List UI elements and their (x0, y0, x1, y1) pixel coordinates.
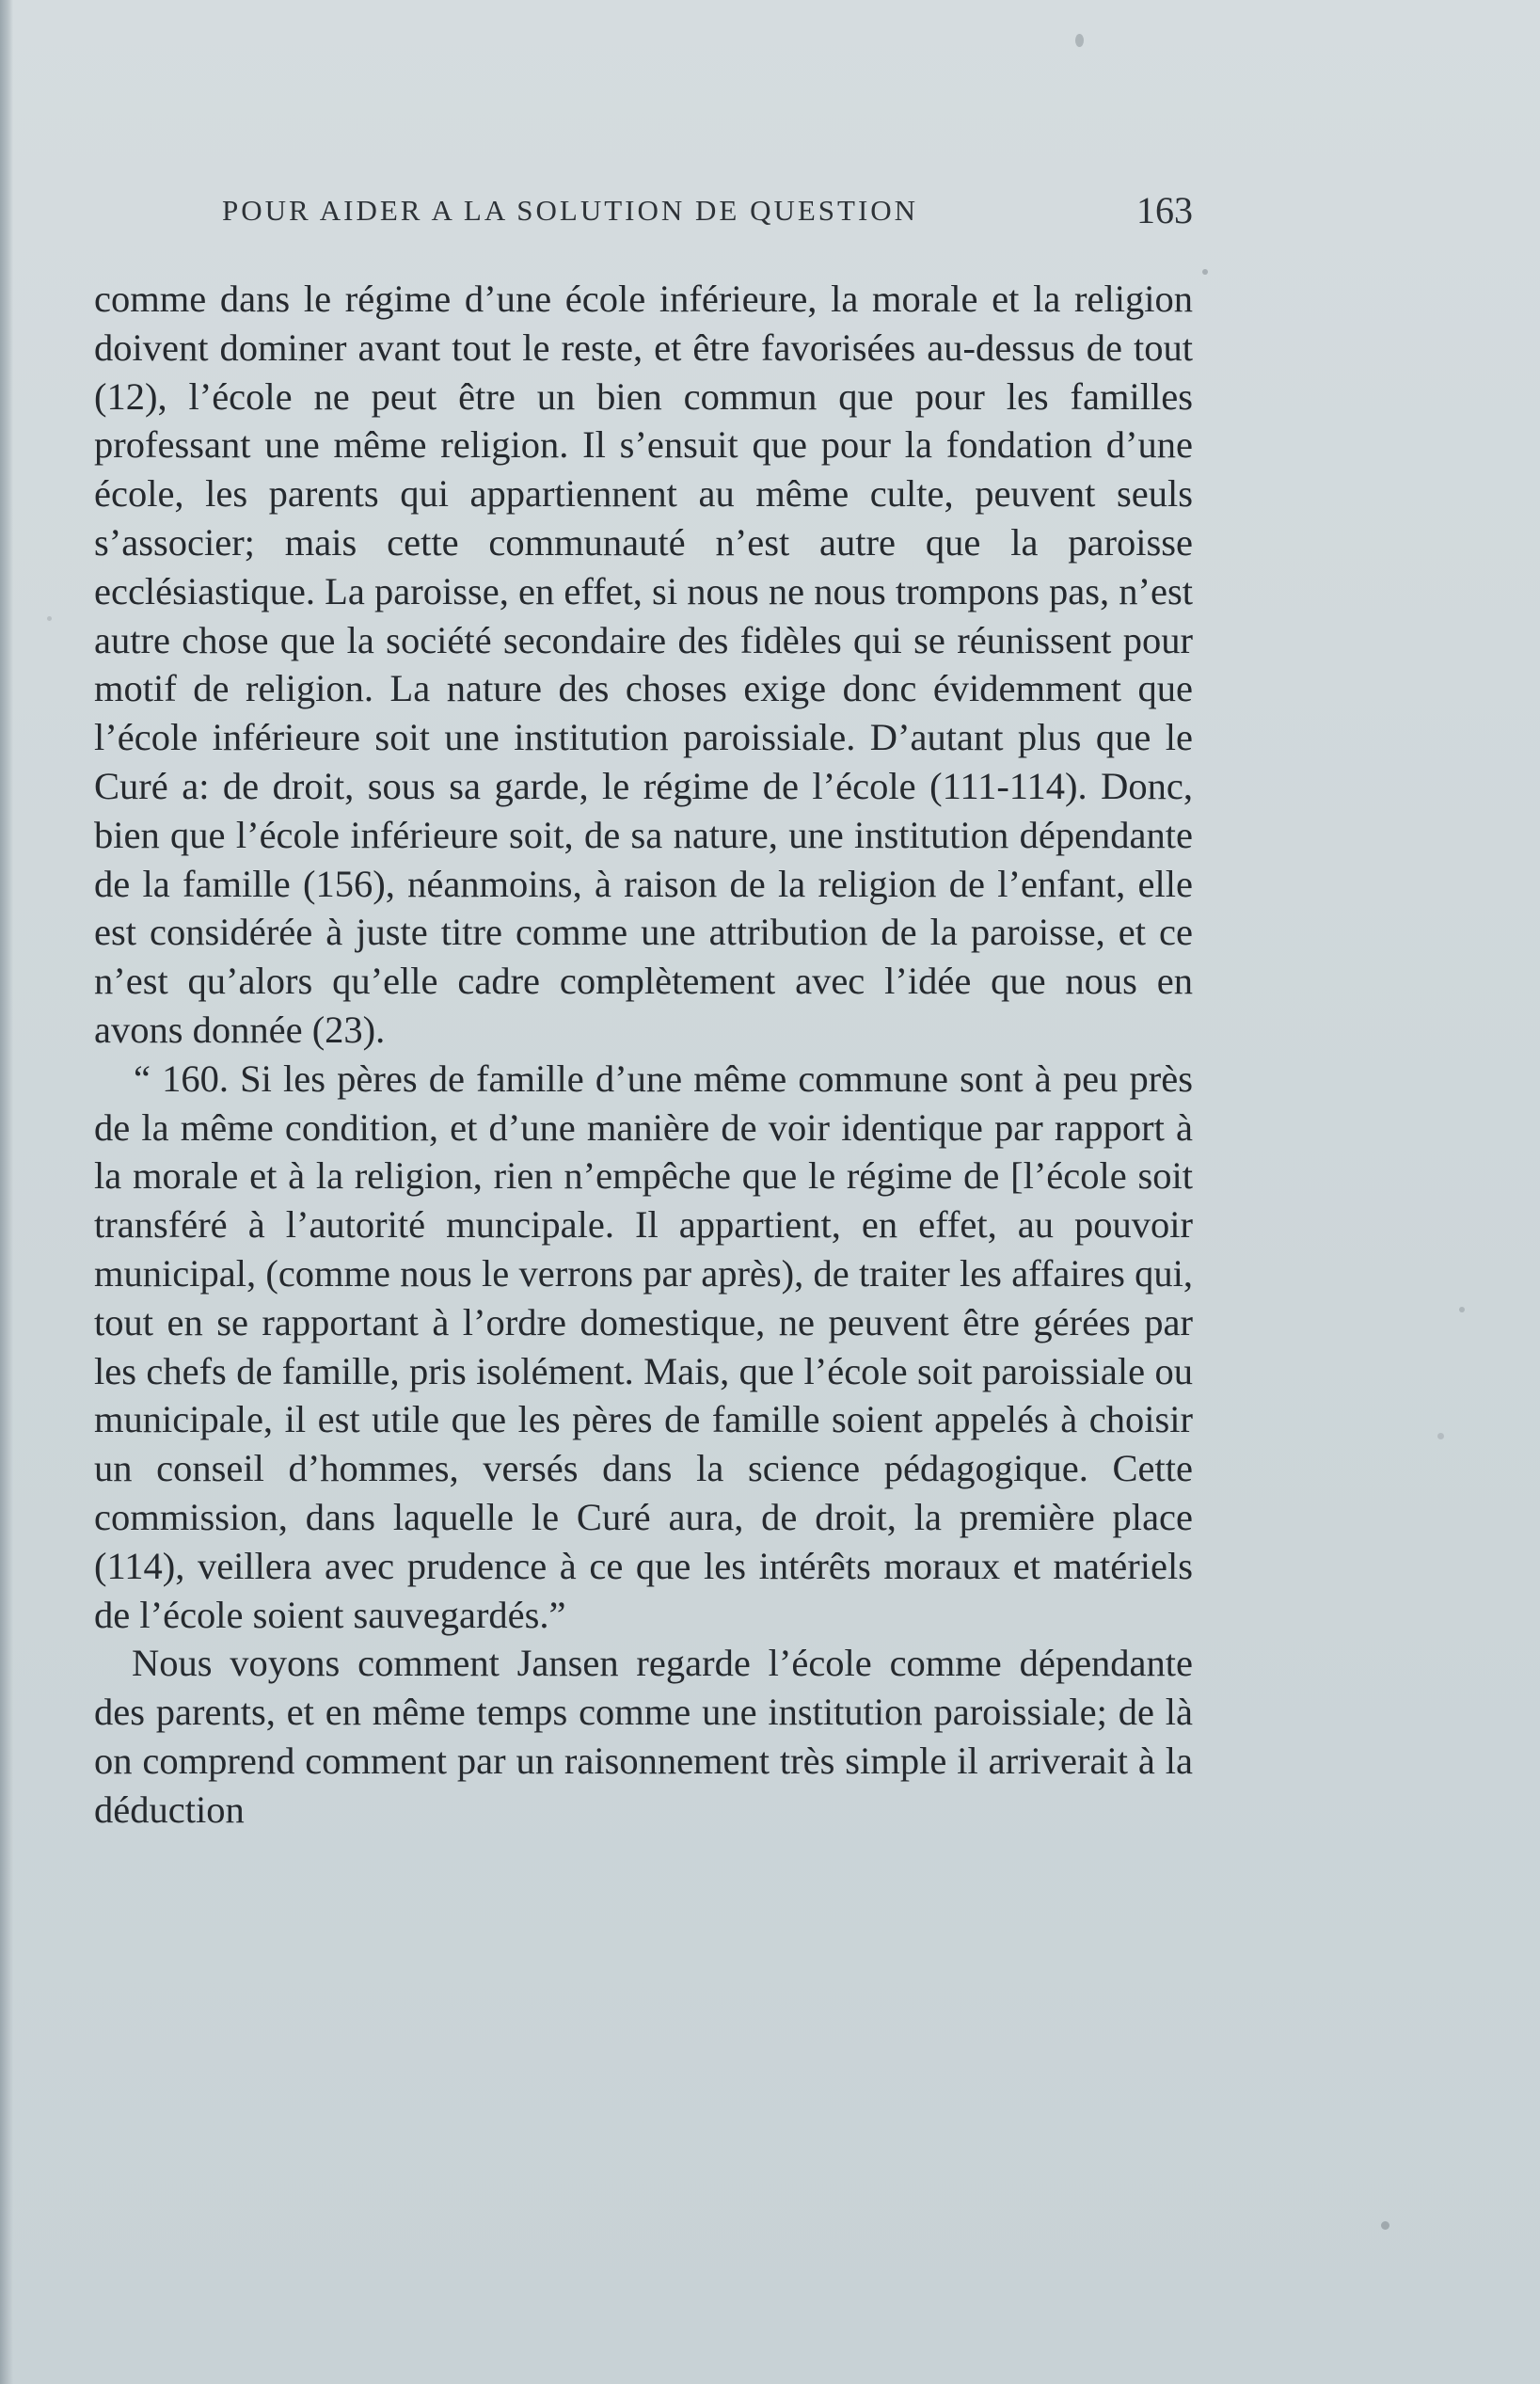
running-title: POUR AIDER A LA SOLUTION DE QUESTION (222, 194, 919, 227)
page-binding-edge (0, 0, 13, 2384)
running-head (94, 184, 1193, 241)
paragraph-continuation: comme dans le régime d’une école inférieure, la morale et la religion doivent dominer avant tout le reste, et être favorisées au-dessus de tout (12), l’école ne peut être un bien commun que pour les familles professant une même religion. Il s’ensuit que pour la fondation d’une école, les parents qui appartiennent au même culte, peuvent seuls s’associer; mais cette communauté n’est autre que la paroisse ecclésiastique. La paroisse, en effet, si nous ne nous trompons pas, n’est autre chose que la société secondaire des fidèles qui se réunissent pour motif de religion. La nature des choses exige donc évidemment que l’école inférieure soit une institution paroissiale. D’autant plus que le Curé a: de droit, sous sa garde, le régime de l’école (111-114). Donc, bien que l’école inférieure soit, de sa nature, une institution dépendante de la famille (156), néanmoins, à raison de la religion de l’enfant, elle est considérée à juste titre comme une attribution de la paroisse, et ce n’est qu’alors qu’elle cadre complètement avec l’idée que nous en avons donnée (23). (94, 278, 1193, 1051)
paper-speck (1459, 1307, 1465, 1312)
page-number: 163 (1136, 189, 1193, 231)
body-text (94, 275, 1193, 2119)
paper-speck (1202, 269, 1208, 275)
paragraph-quote-160: “ 160. Si les pères de famille d’une même commune sont à peu près de la même condition, et d’une manière de voir identique par rapport à la morale et à la religion, rien n’empêche que le régime de [l’école soit transféré à l’autorité muncipale. Il appartient, en effet, au pouvoir municipal, (comme nous le verrons par après), de traiter les affaires qui, tout en se rapportant à l’ordre domestique, ne peuvent être gérées par les chefs de famille, pris isolément. Mais, que l’école soit paroissiale ou municipale, il est utile que les pères de famille soient appelés à choisir un conseil d’hommes, versés dans la science pédagogique. Cette commission, dans laquelle le Curé aura, de droit, la première place (114), veillera avec prudence à ce que les intérêts moraux et matériels de l’école soient sauvegardés.” (94, 1057, 1193, 1636)
paper-speck (1075, 34, 1084, 47)
paragraph-jansen: Nous voyons comment Jansen regarde l’école comme dépendante des parents, et en même temps comme une institution paroissiale; de là on comprend comment par un raisonnement très simple il arriverait à la déduction (94, 1642, 1193, 1831)
paper-speck (47, 616, 52, 621)
paper-speck (1437, 1433, 1444, 1439)
paper-speck (1381, 2221, 1389, 2230)
